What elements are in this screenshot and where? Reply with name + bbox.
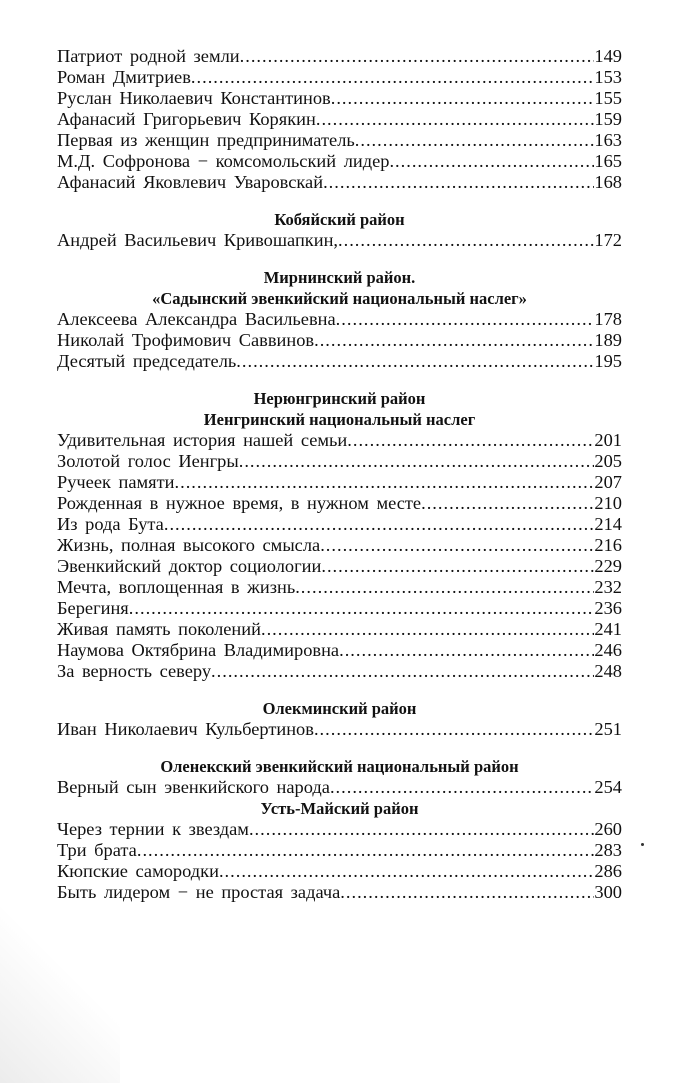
dot-leader (191, 67, 595, 88)
section-heading: Мирнинский район. (263, 268, 416, 287)
toc-entry (57, 640, 622, 661)
toc-entry-page: 214 (594, 514, 622, 534)
toc-entry-title: Николай Трофимович Саввинов (57, 330, 315, 350)
page-shadow (0, 903, 120, 1083)
toc-entry (57, 472, 622, 493)
dot-leader (339, 640, 594, 661)
toc-entry (57, 535, 622, 556)
toc-entry-page: 205 (594, 451, 622, 471)
table-of-contents (57, 46, 622, 903)
toc-entry-title: Золотой голос Иенгры (57, 451, 239, 471)
dot-leader (331, 88, 595, 109)
toc-entry (57, 172, 622, 193)
dot-leader (321, 556, 594, 577)
toc-entry (57, 109, 622, 130)
print-speck (641, 843, 644, 846)
toc-entry (57, 882, 622, 903)
toc-entry (57, 88, 622, 109)
dot-leader (314, 330, 594, 351)
toc-section-ust-maya (57, 798, 622, 903)
toc-entry (57, 619, 622, 640)
toc-entry-title: Три брата (57, 840, 137, 860)
dot-leader (320, 535, 594, 556)
section-heading: Кобяйский район (274, 210, 405, 229)
toc-entry (57, 309, 622, 330)
toc-entry (57, 556, 622, 577)
toc-entry-title: Афанасий Григорьевич Корякин (57, 109, 316, 129)
spacer (57, 193, 622, 209)
toc-entry-page: 236 (594, 598, 622, 618)
toc-entry (57, 230, 622, 251)
toc-section-mirny (57, 267, 622, 372)
dot-leader (389, 151, 594, 172)
dot-leader (137, 840, 595, 861)
toc-entry-page: 189 (594, 330, 622, 350)
toc-entry-page: 165 (594, 151, 622, 171)
spacer (57, 372, 622, 388)
dot-leader (355, 130, 595, 151)
toc-entry-title: Десятый председатель (57, 351, 237, 371)
dot-leader (336, 309, 595, 330)
toc-entry-page: 163 (594, 130, 622, 150)
toc-section-neryungri (57, 388, 622, 682)
toc-entry-page: 246 (594, 640, 622, 660)
toc-entry (57, 493, 622, 514)
toc-entry (57, 861, 622, 882)
toc-entry-page: 195 (594, 351, 622, 371)
dot-leader (175, 472, 595, 493)
toc-entry-title: Жизнь, полная высокого смысла (57, 535, 321, 555)
toc-entry (57, 577, 622, 598)
toc-entry (57, 819, 622, 840)
toc-entry-title: Первая из женщин предприниматель (57, 130, 355, 150)
toc-entry-title: Через тернии к звездам (57, 819, 249, 839)
toc-entry (57, 840, 622, 861)
toc-entry-title: Алексеева Александра Васильевна (57, 309, 336, 329)
toc-entry (57, 46, 622, 67)
toc-entry-page: 229 (594, 556, 622, 576)
dot-leader (240, 46, 595, 67)
dot-leader (330, 777, 594, 798)
dot-leader (239, 451, 595, 472)
toc-entry-page: 254 (594, 777, 622, 797)
toc-entry (57, 451, 622, 472)
toc-entry-title: Верный сын эвенкийского народа (57, 777, 330, 797)
dot-leader (129, 598, 595, 619)
toc-entry-title: Эвенкийский доктор социологии (57, 556, 322, 576)
spacer (57, 682, 622, 698)
dot-leader (211, 661, 594, 682)
toc-entry (57, 330, 622, 351)
toc-section-kobyay (57, 209, 622, 251)
section-subheading: «Садынский эвенкийский национальный наслег» (152, 289, 527, 308)
spacer (57, 740, 622, 756)
toc-entry (57, 351, 622, 372)
section-heading: Оленекский эвенкийский национальный район (160, 757, 519, 776)
toc-entry-page: 155 (594, 88, 622, 108)
toc-entry-page: 178 (594, 309, 622, 329)
toc-entry-title: Рожденная в нужное время, в нужном месте (57, 493, 422, 513)
toc-entry (57, 777, 622, 798)
dot-leader (164, 514, 595, 535)
toc-entry-title: Руслан Николаевич Константинов (57, 88, 331, 108)
dot-leader (347, 430, 594, 451)
section-heading: Нерюнгринский район (253, 389, 426, 408)
dot-leader (340, 882, 594, 903)
toc-entry-title: За верность северу (57, 661, 212, 681)
toc-section-olenek (57, 756, 622, 798)
toc-entry-page: 153 (594, 67, 622, 87)
toc-entry (57, 598, 622, 619)
toc-entry-title: Иван Николаевич Кульбертинов (57, 719, 314, 739)
toc-entry (57, 661, 622, 682)
toc-entry-page: 260 (594, 819, 622, 839)
toc-entry-title: Удивительная история нашей семьи (57, 430, 348, 450)
dot-leader (249, 819, 594, 840)
toc-entry-page: 168 (594, 172, 622, 192)
toc-entry-title: Роман Дмитриев (57, 67, 191, 87)
dot-leader (219, 861, 594, 882)
section-heading: Олекминский район (262, 699, 417, 718)
dot-leader (421, 493, 594, 514)
dot-leader (236, 351, 594, 372)
toc-entry-title: Быть лидером − не простая задача (57, 882, 341, 902)
toc-entry-title: Афанасий Яковлевич Уваровскай (57, 172, 324, 192)
toc-entry-title: Мечта, воплощенная в жизнь (57, 577, 296, 597)
toc-entry-page: 248 (594, 661, 622, 681)
toc-entry-page: 300 (594, 882, 622, 902)
section-heading: Усть-Майский район (260, 799, 419, 818)
toc-entry-page: 201 (594, 430, 622, 450)
toc-entry-page: 241 (594, 619, 622, 639)
toc-entry-title: Из рода Бута (57, 514, 164, 534)
dot-leader (338, 230, 594, 251)
toc-entry-page: 149 (594, 46, 622, 66)
dot-leader (323, 172, 594, 193)
dot-leader (261, 619, 594, 640)
dot-leader (295, 577, 594, 598)
toc-entry (57, 430, 622, 451)
toc-entry-page: 286 (594, 861, 622, 881)
toc-entry-title: Андрей Васильевич Кривошапкин, (57, 230, 339, 250)
toc-entry-page: 232 (594, 577, 622, 597)
toc-section-olekminsk (57, 698, 622, 740)
toc-entry-title: Кюпские самородки (57, 861, 219, 881)
toc-entry-title: М.Д. Софронова − комсомольский лидер (57, 151, 390, 171)
toc-entry-page: 172 (594, 230, 622, 250)
toc-entry-title: Берегиня (57, 598, 129, 618)
toc-entry-title: Ручеек памяти (57, 472, 175, 492)
toc-entry-page: 251 (594, 719, 622, 739)
toc-entry-page: 216 (594, 535, 622, 555)
toc-entry (57, 151, 622, 172)
toc-entry-page: 159 (594, 109, 622, 129)
toc-entry-title: Патриот родной земли (57, 46, 240, 66)
toc-entry-title: Наумова Октябрина Владимировна (57, 640, 340, 660)
spacer (57, 251, 622, 267)
toc-group-intro (57, 46, 622, 193)
toc-entry (57, 67, 622, 88)
toc-entry-page: 207 (594, 472, 622, 492)
toc-entry (57, 514, 622, 535)
section-subheading: Иенгринский национальный наслег (203, 410, 476, 429)
toc-entry (57, 130, 622, 151)
toc-entry-title: Живая память поколений (57, 619, 261, 639)
dot-leader (314, 719, 594, 740)
toc-entry (57, 719, 622, 740)
toc-entry-page: 283 (594, 840, 622, 860)
toc-entry-page: 210 (594, 493, 622, 513)
dot-leader (316, 109, 595, 130)
